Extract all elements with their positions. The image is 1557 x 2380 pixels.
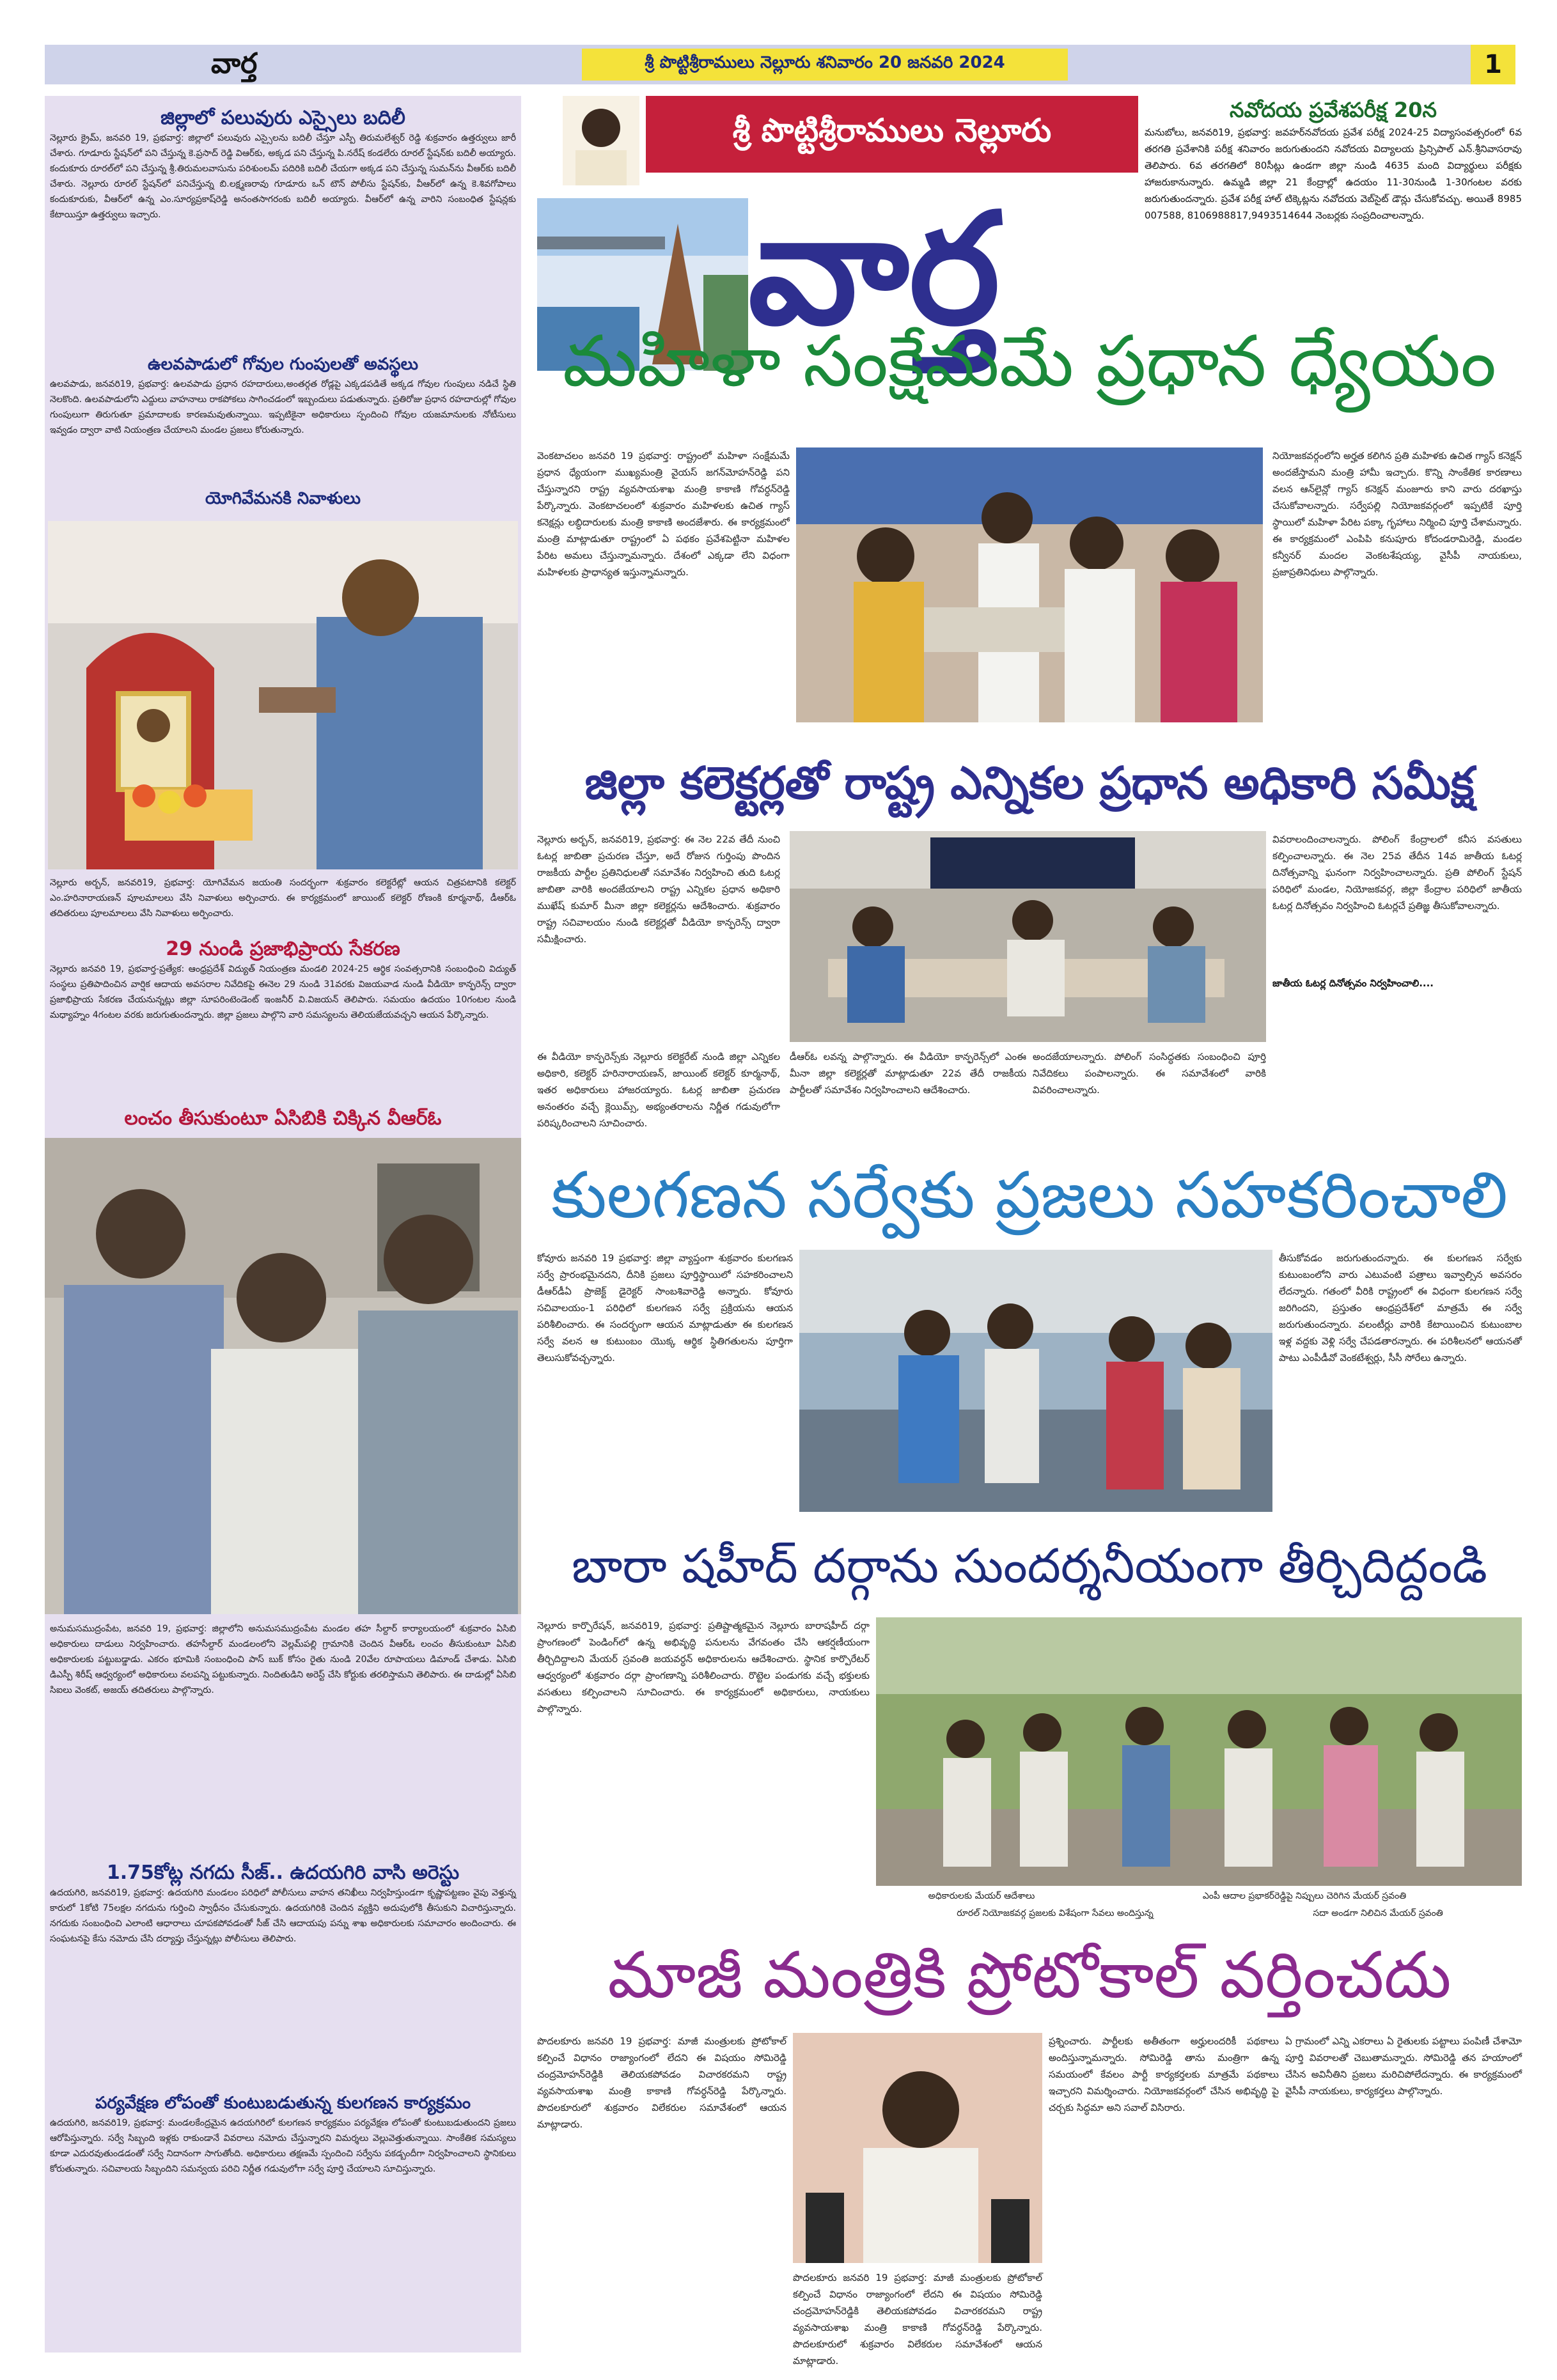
article-3-headline: కులగణన సర్వేకు ప్రజలు సహకరించాలి xyxy=(551,1158,1508,1233)
left-story-6 xyxy=(45,1857,521,2103)
article-4-headline: బారా షహీద్ దర్గాను సుందర్శనీయంగా తీర్చిదిద్దండి xyxy=(572,1539,1487,1594)
article-2-headline: జిల్లా కలెక్టర్లతో రాష్ట్ర ఎన్నికల ప్రధాన అధికారి సమీక్ష xyxy=(584,757,1475,809)
navodaya-body: మనుబోలు, జనవరి19, ప్రభవార్త: జవహర్‌నవోదయ ప్రవేశ పరీక్ష 2024-25 విద్యాసంవత్సరంలో 6వ తరగతి ప్రవేశానికి పరీక్ష శనివారం జరుగుతుందని నవోదయ విద్యాలయ ప్రిన్సిపాల్ ఎన్.శ్రీనివాసరావు తెలిపారు. 6వ తరగతిలో 80సీట్లు ఉండగా జిల్లా నుండి 4635 మంది విద్యార్థులు పరీక్షకు హాజరుకానున్నారు. ఉమ్మడి జిల్లా 21 కేంద్రాల్లో ఉదయం 11-30నుండి 1-30గంటల వరకు జరుగుతుందన్నారు. ప్రవేశ పరీక్ష హాల్ టిక్కెట్లను నవోదయ వెబ్‌సైట్ డౌన్లు చేసుకోవచ్చు. అయితే 8985 007588, 8106988817,9493514644 నెంబర్లకు సంప్రదించాలన్నారు. xyxy=(1145,127,1522,221)
left-column xyxy=(45,96,521,2353)
article-5-col-2: ప్రశ్నించారు. పార్టీలకు అతీతంగా అర్హులందరికీ పథకాలు అందిస్తున్నామన్నారు. సోమిరెడ్డి తాను మంత్రిగా ఉన్న సమయంలో కేవలం పార్టీ కార్యకర్తలకు మాత్రమే పథకాలు ఇచ్చారని విమర్శించారు. నియోజకవర్గంలో చేసిన అభివృద్ధి పై చర్చకు సిద్ధమా అని సవాల్ విసిరారు. xyxy=(1049,2035,1279,2113)
article-2-tail-1: డీఆర్‌ఓ లవన్న పాల్గొన్నారు. ఈ వీడియో కాన్ఫరెన్స్‌లో ఎంఈ మీనా జిల్లా కలెక్టర్లతో మాట్లాడుతూ 22వ తేదీ రాజకీయ పార్టీలతో సమావేశం నిర్వహించాలని ఆదేశించారు. xyxy=(790,1051,1026,1096)
article-3-col-2: తీసుకోవడం జరుగుతుందన్నారు. ఈ కులగణన సర్వేకు కుటుంబంలోని వారు ఎటువంటి పత్రాలు ఇవ్వాల్సిన అవసరం లేదన్నారు. గతంలో వీరికి రాష్ట్రంలో ఈ విధంగా కులగణన సర్వే జరిగిందని, ప్రస్తుతం ఆంధ్రప్రదేశ్‌లో మాత్రమే ఈ సర్వే జరుగుతుందన్నారు. వలంటీర్లు వారికి కేటాయించిన కుటుంబాల ఇళ్ల వద్దకు వెళ్లి సర్వే చేపడతారన్నారు. ఈ పరిశీలనలో ఆయనతో పాటు ఎంపీడీవో వెంకటేశ్వర్లు, సీసీ సోరేలు ఉన్నారు. xyxy=(1279,1252,1522,1364)
left-story-7 xyxy=(45,2087,521,2346)
dateline: శ్రీ పొట్టిశ్రీరాములు నెల్లూరు శనివారం 20 జనవరి 2024 xyxy=(582,49,1068,81)
left-story-2-body: ఉలవపాడు, జనవరి19, ప్రభవార్త: ఉలవపాడు ప్రధాన రహదారులు,అంతర్గత రోడ్లపై ఎక్కడపడితే అక్కడ గోవుల గుంపులు నడిచే స్థితి నెలకొంది. ఉలవపాడులోని ఎద్దులు వాహనాలు రాకపోకలు సాగించడంలో ఇబ్బందులు పడుతున్నారు. ప్రతిరోజు ప్రధాన రహదారుల్లో గోవుల గుంపులుగా తిరుగుతూ ప్రమాదాలకు కారణమవుతున్నాయి. ఇప్పటికైనా అధికారులు స్పందించి గోవుల యజమానులకు నోటీసులు ఇవ్వడం ద్వారా వాటి నియంత్రణ చేయాలని మండల ప్రజలు కోరుతున్నారు. xyxy=(50,379,516,435)
article-1-headline: మహిళా సంక్షేమమే ప్రధాన ధ్యేయం xyxy=(563,320,1496,402)
left-story-1-heading: జిల్లాలో పలువురు ఎస్సైలు బదిలీ xyxy=(160,107,405,129)
top-brand: వార్త xyxy=(211,47,258,80)
left-story-1 xyxy=(45,102,521,364)
left-story-5-text xyxy=(45,1617,521,1862)
article-1-col-2: నియోజకవర్గంలోని అర్హత కలిగిన ప్రతి మహిళకు ఉచిత గ్యాస్ కనెక్షన్ అందజేస్తామని మంత్రి హామీ ఇచ్చారు. కొన్ని సాంకేతిక కారణాలు వలన ఆన్‌లైన్లో గ్యాస్ కనెక్షన్ మంజూరు కాని వారు దరఖాస్తు చేసుకోవాలన్నారు. సర్వేపల్లి నియోజకవర్గంలో ఇప్పటికే పూర్తి స్థాయిలో మహిళా పేరిట పక్కా గృహాలు నిర్మించి పూర్తి చేశామన్నారు. ఈ కార్యక్రమంలో ఎంపిపి కనుపూరు కోదండరామిరెడ్డి, మండల కన్వీనర్ మందల వెంకటశేషయ్య, వైసీపీ నాయకులు, ప్రజాప్రతినిధులు పాల్గొన్నారు. xyxy=(1272,450,1522,578)
article-5-photo xyxy=(793,2033,1042,2263)
left-story-3-text xyxy=(45,871,521,940)
article-4-caption-1: అధికారులకు మేయర్ ఆదేశాలు xyxy=(928,1891,1035,1901)
left-story-2 xyxy=(45,348,521,470)
left-story-7-body: ఉదయగిరి, జనవరి19, ప్రభవార్త: మండలకేంద్రమైన ఉదయగిరిలో కులగణన కార్యక్రమం పర్యవేక్షణ లోపంతో కుంటుబడుతుందని ప్రజలు ఆరోపిస్తున్నారు. సర్వే సిబ్బంది ఇళ్లకు రాకుండానే వివరాలు నమోదు చేస్తున్నారని విమర్శలు వెల్లువెత్తుతున్నాయి. సాంకేతిక సమస్యలు కూడా ఎదురవుతుండడంతో సర్వే నిదానంగా సాగుతోంది. అధికారులు తక్షణమే స్పందించి సర్వేను పకడ్బందీగా నిర్వహించాలని స్థానికులు కోరుతున్నారు. సచివాలయ సిబ్బందిని సమన్వయ పరిచి నిర్ణీత గడువులోగా సర్వే పూర్తి చేయాలని సూచిస్తున్నారు. xyxy=(50,2118,516,2174)
article-1-photo xyxy=(796,447,1263,722)
left-story-4 xyxy=(45,933,521,1106)
acb-arrest-photo xyxy=(45,1138,521,1614)
article-4-caption-2: ఎంపీ ఆదాల ప్రభాకర్‌రెడ్డిపై నిప్పులు చెరిగిన మేయర్ స్రవంతి xyxy=(1202,1891,1407,1901)
article-4-col-1: నెల్లూరు కార్పొరేషన్, జనవరి19, ప్రభవార్త: ప్రతిష్టాత్మకమైన నెల్లూరు బారాషహీద్ దర్గా ప్రాంగణంలో పెండింగ్‌లో ఉన్న అభివృద్ధి పనులను వేగవంతం చేసి ఆకర్షణీయంగా తీర్చిదిద్దాలని మేయర్ స్రవంతి జయవర్ధన్ అధికారులను ఆదేశించారు. స్థానిక కార్పొరేటర్ ఆధ్వర్యంలో శుక్రవారం దర్గా ప్రాంగణాన్ని పరిశీలించారు. రొట్టెల పండుగకు వచ్చే భక్తులకు వసతులు కల్పించాలని సూచించారు. ఈ కార్యక్రమంలో అధికారులు, నాయకులు పాల్గొన్నారు. xyxy=(537,1620,870,1715)
article-5-col-3: ఏ గ్రామంలో ఎన్ని ఎకరాలు ఏ రైతులకు పట్టాలు పంపిణీ చేశామో పూర్తి వివరాలతో చెబుతామన్నారు. సోమిరెడ్డి తన హయాంలో చేసిన అవినీతిని ప్రజలు మరిచిపోలేదన్నారు. ఈ కార్యక్రమంలో వైసీపీ నాయకులు, కార్యకర్తలు పాల్గొన్నారు. xyxy=(1285,2035,1522,2097)
article-2-col-3: వివరాలందించాలన్నారు. పోలింగ్ కేంద్రాలలో కనీస వసతులు కల్పించాలన్నారు. ఈ నెల 25వ తేదీన 14వ జాతీయ ఓటర్ల దినోత్సవాన్ని ఘనంగా నిర్వహించాలన్నారు. ప్రతి పోలింగ్ స్టేషన్ పరిధిలో మండల, నియోజకవర్గ, జిల్లా కేంద్రాల పరిధిలో జాతీయ ఓటర్ల దినోత్సవం నిర్వహించి ఓటర్లచే ప్రతిజ్ఞ తీసుకోవాలన్నారు. xyxy=(1272,834,1522,912)
masthead-logo: వార్త xyxy=(748,178,1000,359)
article-4-photo xyxy=(876,1617,1522,1886)
article-2-subhead: జాతీయ ఓటర్ల దినోత్సవం నిర్వహించాలి.... xyxy=(1272,977,1434,989)
article-1-col-1: వెంకటాచలం జనవరి 19 ప్రభవార్త: రాష్ట్రంలో మహిళా సంక్షేమమే ప్రధాన ధ్యేయంగా ముఖ్యమంత్రి వైయస్ జగన్‌మోహన్‌రెడ్డి పని చేస్తున్నారని రాష్ట్ర వ్యవసాయశాఖ మంత్రి కాకాణి గోవర్ధన్‌రెడ్డి పేర్కొన్నారు. వెంకటాచలంలో శుక్రవారం మహిళలకు ఉచిత గ్యాస్ కనెక్షన్లు లబ్ధిదారులకు మంత్రి కాకాణి అందజేశారు. ఈ కార్యక్రమంలో మంత్రి మాట్లాడుతూ రాష్ట్రంలో ఏ పథకం ప్రవేశపెట్టినా మహిళల పేరిట అమలు చేస్తున్నామన్నారు. దేశంలో ఎక్కడా లేని విధంగా మహిళలకు ప్రాధాన్యత ఇస్తున్నామన్నారు. xyxy=(537,450,790,578)
left-story-5-body: అనుమసముద్రంపేట, జనవరి 19, ప్రభవార్త: జిల్లాలోని అనుమసముద్రంపేట మండల తహ సీల్దార్ కార్యాలయంలో శుక్రవారం ఏసిబి అధికారులు దాడులు నిర్వహించారు. తహసీల్దార్ మండలంలోని వెల్లమ్‌పల్లి గ్రామానికి చెందిన వీఆర్ఓ లంచం తీసుకుంటూ ఏసిబి అధికారులకు పట్టుబడ్డాడు. ఎకరం భూమికి సంబంధించి పాస్ బుక్ కోసం రైతు నుండి 20వేల రూపాయలు డిమాండ్ చేశాడు. ఏసిబి డిఎస్పీ శిరీష్ ఆధ్వర్యంలో అధికారులు వలపన్ని పట్టుకున్నారు. నిందితుడిని అరెస్ట్ చేసి కోర్టుకు తరలిస్తామని తెలిపారు. ఈ దాడుల్లో ఏసిబి సిఐలు వెంకట్, అజయ్ తదితరులు పాల్గొన్నారు. xyxy=(50,1624,516,1695)
page-number: 1 xyxy=(1471,45,1515,84)
yogi-vemana-photo xyxy=(48,521,518,869)
article-3-col-1: కోవూరు జనవరి 19 ప్రభవార్త: జిల్లా వ్యాప్తంగా శుక్రవారం కులగణన సర్వే ప్రారంభమైనదని, దీనికి ప్రజలు పూర్తిస్థాయిలో సహకరించాలని డీఆర్‌డీఏ ప్రాజెక్ట్ డైరెక్టర్ సాంబశివారెడ్డి అన్నారు. కోవూరు సచివాలయం-1 పరిధిలో కులగణన సర్వే ప్రక్రియను ఆయన పరిశీలించారు. ఈ సందర్భంగా ఆయన మాట్లాడుతూ ఈ కులగణన సర్వే వలన ఆ కుటుంబం యొక్క ఆర్థిక స్థితిగతులను పూర్తిగా తెలుసుకోవచ్చన్నారు. xyxy=(537,1252,793,1364)
left-story-4-body: నెల్లూరు జనవరి 19, ప్రభవార్త-ప్రత్యేక: ఆంధ్రప్రదేశ్ విద్యుత్ నియంత్రణ మండలి 2024-25 ఆర్థిక సంవత్సరానికి సంబంధించి విద్యుత్ సంస్థలు ప్రతిపాదించిన వార్షిక ఆదాయ అవసరాల నివేదికపై ఈనెల 29 నుండి 31వరకు విజయవాడ నుండి వీడియో కాన్ఫరెన్స్ ద్వారా ప్రజాభిప్రాయ సేకరణ చేయనున్నట్లు జిల్లా సూపరింటెండెంట్ ఇంజనీర్ వి.విజయన్ తెలిపారు. సమయం ఉదయం 10గంటల నుండి మధ్యాహ్నం 4గంటల వరకు జరుగుతుందన్నారు. జిల్లా ప్రజలు పాల్గొని వారి సమస్యలను తెలియజేయవచ్చని ఆయన పేర్కొన్నారు. xyxy=(50,964,516,1020)
left-story-7-heading: పర్యవేక్షణ లోపంతో కుంటుబడుతున్న కులగణన కార్యక్రమం xyxy=(95,2094,471,2113)
left-story-5 xyxy=(45,1103,521,1135)
article-2-photo xyxy=(790,831,1266,1042)
left-story-1-body: నెల్లూరు క్రైమ్, జనవరి 19, ప్రభవార్త: జిల్లాలో పలువురు ఎస్సైలను బదిలీ చేస్తూ ఎస్పీ తిరుమలేశ్వర్ రెడ్డి శుక్రవారం ఉత్తర్వులు జారీ చేశారు. గూడూరు స్టేషన్‌లో పని చేస్తున్న కె.ప్రసాద్ రెడ్డి విఆర్‌కు, అక్కడ పని చేస్తున్న పి.నరేష్ కండలేరు రూరల్ స్టేషన్‌కు బదిలీ అయ్యారు. కందుకూరు రూరల్‌లో పని చేస్తున్న శ్రీ.తిరుమలవాసును పరిశుంలమ్ పదిరికి బదిలీ చేయగా అక్కడ పని చేస్తున్న సుమన్‌ను వీఆర్‌కు బదిలీ చేశారు. నెల్లూరు రూరల్ స్టేషన్‌లో పనిచేస్తున్న బి.లక్ష్మణరావు గూడూరు ఒన్ టౌన్ పోలీసు స్టేషన్‌కు, వీఆర్‌లో ఉన్న కె.శివగోపాలు కందుకూరుకు, వీఆర్‌లో ఉన్న ఎం.సూర్యప్రకాష్‌రెడ్డి అనంతసాగరంకు బదిలీ అయ్యారు. వీఆర్‌లో ఉన్న వారిని సంబంధిత స్టేషన్లకు కేటాయిస్తూ ఉత్తర్వులు ఇచ్చారు. xyxy=(50,133,516,220)
navodaya-heading: నవోదయ ప్రవేశపరీక్ష 20న xyxy=(1230,98,1437,122)
article-5-col-1b: పొదలకూరు జనవరి 19 ప్రభవార్త: మాజీ మంత్రులకు ప్రోటోకాల్ కల్పించే విధానం రాజ్యాంగంలో లేదని ఈ విషయం సోమిరెడ్డి చంద్రమోహన్‌రెడ్డికి తెలియకపోవడం విచారకరమని రాష్ట్ర వ్యవసాయశాఖ మంత్రి కాకాణి గోవర్ధన్‌రెడ్డి పేర్కొన్నారు. పొదలకూరులో శుక్రవారం విలేకరుల సమావేశంలో ఆయన మాట్లాడారు. xyxy=(793,2272,1042,2367)
article-4-caption-4: సదా అండగా నిలిచిన మేయర్ స్రవంతి xyxy=(1313,1908,1443,1918)
left-story-4-heading: 29 నుండి ప్రజాభిప్రాయ సేకరణ xyxy=(166,938,400,960)
left-story-6-body: ఉదయగిరి, జనవరి19, ప్రభవార్త: ఉదయగిరి మండలం పరిధిలో పోలీసులు వాహన తనిఖీలు నిర్వహిస్తుండగా కృష్ణాపట్టణం వైపు వెళ్తున్న కారులో 1కోటి 75లక్షల నగదును గుర్తించి స్వాధీనం చేసుకున్నారు. ఉదయగిరికి చెందిన వ్యక్తిని అదుపులోకి తీసుకుని విచారిస్తున్నారు. నగదుకు సంబంధించి ఎలాంటి ఆధారాలు చూపకపోవడంతో సీజ్ చేసి ఆదాయపు పన్ను శాఖ అధికారులకు సమాచారం అందించారు. ఈ సంఘటనపై కేసు నమోదు చేసి దర్యాప్తు చేస్తున్నట్లు పోలీసులు తెలిపారు. xyxy=(50,1888,516,1944)
article-2-col-2: ఈ వీడియో కాన్ఫరెన్స్‌కు నెల్లూరు కలెక్టరేట్ నుండి జిల్లా ఎన్నికల అధికారి, కలెక్టర్ హరినారాయణన్, జాయింట్ కలెక్టర్ కూర్మనాథ్, ఇతర అధికారులు హాజరయ్యారు. ఓటర్ల జాబితా ప్రచురణ అనంతరం వచ్చే క్లెయిమ్స్, అభ్యంతరాలను నిర్ణీత గడువులోగా పరిష్కరించాలని సూచించారు. xyxy=(537,1051,780,1129)
left-story-3 xyxy=(45,483,521,515)
article-2-col-1: నెల్లూరు అర్బన్, జనవరి19, ప్రభవార్త: ఈ నెల 22వ తేదీ నుంచి ఓటర్ల జాబితా ప్రచురణ చేస్తూ, అదే రోజున గుర్తింపు పొందిన రాజకీయ పార్టీల ప్రతినిధులతో సమావేశం నిర్వహించి తుది ఓటర్ల జాబితా వారికి అందజేయాలని రాష్ట్ర ఎన్నికల ప్రధాన అధికారి ముఖేష్ కుమార్ మీనా జిల్లా కలెక్టర్లను ఆదేశించారు. శుక్రవారం రాష్ట్ర సచివాలయం నుండి కలెక్టర్లతో వీడియో కాన్ఫరెన్స్ ద్వారా సమీక్షించారు. xyxy=(537,834,780,945)
top-strip xyxy=(45,45,1515,84)
left-story-6-heading: 1.75కోట్ల నగదు సీజ్.. ఉదయగిరి వాసి అరెస్టు xyxy=(106,1862,460,1884)
left-story-3-heading: యోగివేమనకి నివాళులు xyxy=(205,489,361,508)
article-4-caption-3: రూరల్ నియోజకవర్గ ప్రజలకు విశేషంగా సేవలు అందిస్తున్న xyxy=(957,1908,1154,1918)
left-story-5-heading: లంచం తీసుకుంటూ ఏసిబికి చిక్కిన వీఆర్ఓ xyxy=(124,1107,442,1130)
article-5-headline: మాజీ మంత్రికి ప్రోటోకాల్ వర్తించదు xyxy=(607,1938,1451,2012)
article-2-tail-2: అందజేయాలన్నారు. పోలింగ్ సంసిద్ధతకు సంబంధించి పూర్తి నివేదికలు పంపాలన్నారు. ఈ సమావేశంలో వారికి వివరించాలన్నారు. xyxy=(1033,1051,1266,1096)
article-5-col-1: పొదలకూరు జనవరి 19 ప్రభవార్త: మాజీ మంత్రులకు ప్రోటోకాల్ కల్పించే విధానం రాజ్యాంగంలో లేదని ఈ విషయం సోమిరెడ్డి చంద్రమోహన్‌రెడ్డికి తెలియకపోవడం విచారకరమని రాష్ట్ర వ్యవసాయశాఖ మంత్రి కాకాణి గోవర్ధన్‌రెడ్డి పేర్కొన్నారు. పొదలకూరులో శుక్రవారం విలేకరుల సమావేశంలో ఆయన మాట్లాడారు. xyxy=(537,2035,786,2130)
founder-portrait xyxy=(563,96,639,185)
left-story-2-heading: ఉలవపాడులో గోవుల గుంపులతో అవస్థలు xyxy=(147,355,419,374)
left-story-3-body: నెల్లూరు అర్బన్, జనవరి19, ప్రభవార్త: యోగివేమన జయంతి సందర్భంగా శుక్రవారం కలెక్టరేట్లో ఆయన చిత్రపటానికి కలెక్టర్ ఎం.హరినారాయణన్ పూలమాలలు వేసి నివాళులు అర్పించారు. ఈ కార్యక్రమంలో జాయింట్ కలెక్టర్ రోణంకి కూర్మనాథ్, డీఆర్‌ఓ తదితరులు పూలమాలలు వేసి నివాళులు అర్పించారు. xyxy=(50,878,516,919)
article-3-photo xyxy=(799,1250,1272,1512)
masthead-district: శ్రీ పొట్టిశ్రీరాములు నెల్లూరు xyxy=(646,96,1138,173)
